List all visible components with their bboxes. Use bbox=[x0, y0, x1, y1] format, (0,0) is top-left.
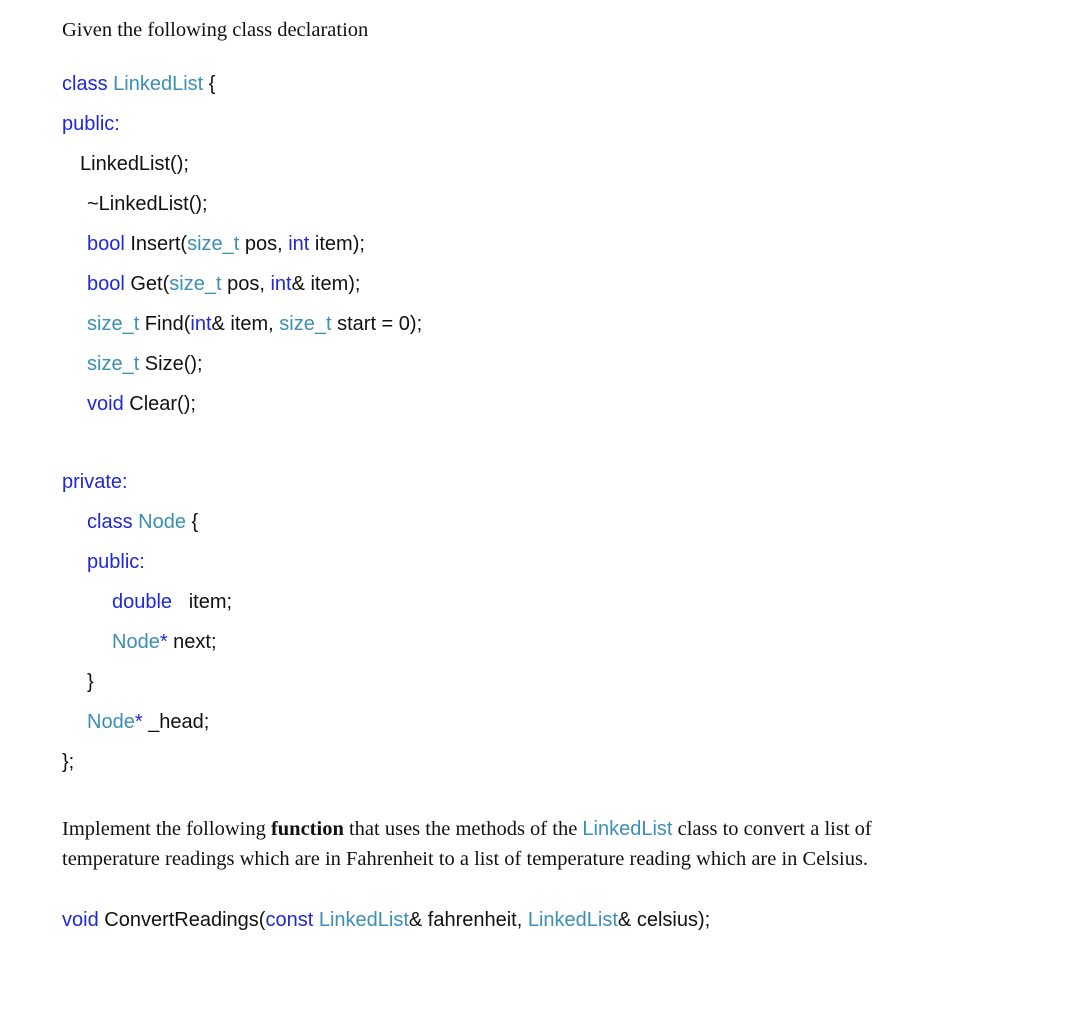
code-line-4: ~LinkedList(); bbox=[87, 193, 208, 215]
code-line-6: bool Get(size_t pos, int& item); bbox=[87, 273, 361, 295]
code-line-9: void Clear(); bbox=[87, 393, 196, 415]
code-line-12: public: bbox=[87, 551, 145, 573]
code-line-1: class LinkedList { bbox=[62, 73, 216, 95]
code-line-2: public: bbox=[62, 113, 120, 135]
function-signature: void ConvertReadings(const LinkedList& fahrenheit, LinkedList& celsius); bbox=[62, 909, 711, 931]
code-line-8: size_t Size(); bbox=[87, 353, 203, 375]
code-line-7: size_t Find(int& item, size_t start = 0); bbox=[87, 313, 423, 335]
code-line-17: }; bbox=[62, 751, 75, 773]
code-line-16: Node* _head; bbox=[87, 711, 210, 733]
code-line-3: LinkedList(); bbox=[80, 153, 189, 175]
instruction-line-1: Implement the following function that uses the methods of the LinkedList class to convert a list of bbox=[62, 818, 872, 840]
code-line-11: class Node { bbox=[87, 511, 199, 533]
instruction-paragraph bbox=[62, 814, 1042, 874]
code-line-13: double item; bbox=[112, 591, 233, 613]
intro-text: Given the following class declaration bbox=[62, 19, 369, 41]
code-line-10: private: bbox=[62, 471, 128, 493]
instruction-line-2: temperature readings which are in Fahrenheit to a list of temperature reading which are in Celsius. bbox=[62, 848, 869, 870]
code-line-14: Node* next; bbox=[112, 631, 217, 653]
code-line-15: } bbox=[87, 671, 94, 693]
code-line-5: bool Insert(size_t pos, int item); bbox=[87, 233, 365, 255]
